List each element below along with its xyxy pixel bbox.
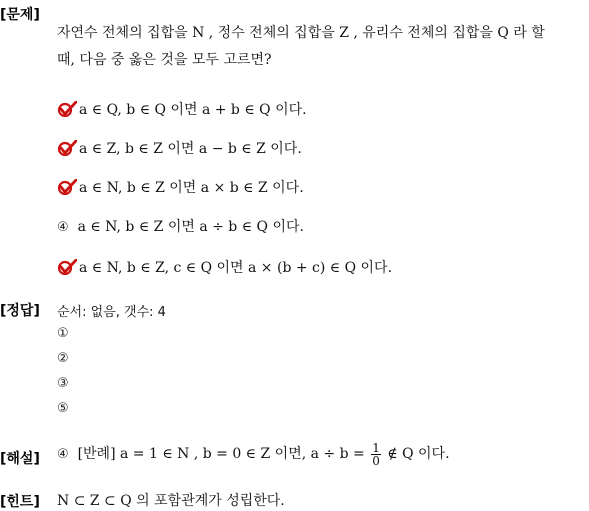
answer-item-4: ⑤ [57,401,69,416]
option-5 [57,257,392,277]
answer-item-3: ③ [57,376,69,391]
answer-item-2: ② [57,351,69,366]
problem-text-line1: 자연수 전체의 집합을 N , 정수 전체의 집합을 Z , 유리수 전체의 집합을 Q 라 할 [57,25,545,41]
option-4-marker: ④ [57,220,69,235]
explanation-fraction [371,442,381,467]
check-mark-icon [57,101,77,117]
fraction-numerator: 1 [372,440,380,455]
option-3 [57,177,304,197]
option-2-text: a ∈ Z, b ∈ Z 이면 a − b ∈ Z 이다. [79,141,302,157]
check-mark-icon [57,259,77,275]
option-1 [57,99,307,119]
problem-label: [문제] [0,7,40,23]
explanation-before: [반례] a = 1 ∈ N , b = 0 ∈ Z 이면, a ÷ b = [77,446,365,462]
check-mark-icon [57,179,77,195]
fraction-denominator: 0 [372,453,380,468]
hint-label: [힌트] [0,494,40,510]
explanation-label: [해설] [0,451,40,467]
problem-text-line2: 때, 다음 중 옳은 것을 모두 고르면? [57,52,272,68]
option-2 [57,138,302,158]
answer-summary: 순서: 없음, 갯수: 4 [57,305,166,320]
answer-label: [정답] [0,303,40,319]
option-1-text: a ∈ Q, b ∈ Q 이면 a + b ∈ Q 이다. [79,102,307,118]
option-4 [57,216,304,236]
check-mark-icon [57,140,77,156]
explanation-text [57,440,450,469]
answer-item-1: ① [57,326,69,341]
option-5-text: a ∈ N, b ∈ Z, c ∈ Q 이면 a × (b + c) ∈ Q 이다. [79,260,393,276]
hint-text: N ⊂ Z ⊂ Q 의 포함관계가 성립한다. [57,493,285,509]
explanation-marker: ④ [57,447,69,462]
explanation-after: ∉ Q 이다. [387,446,450,462]
option-4-text: a ∈ N, b ∈ Z 이면 a ÷ b ∈ Q 이다. [77,219,304,235]
option-3-text: a ∈ N, b ∈ Z 이면 a × b ∈ Z 이다. [79,180,304,196]
